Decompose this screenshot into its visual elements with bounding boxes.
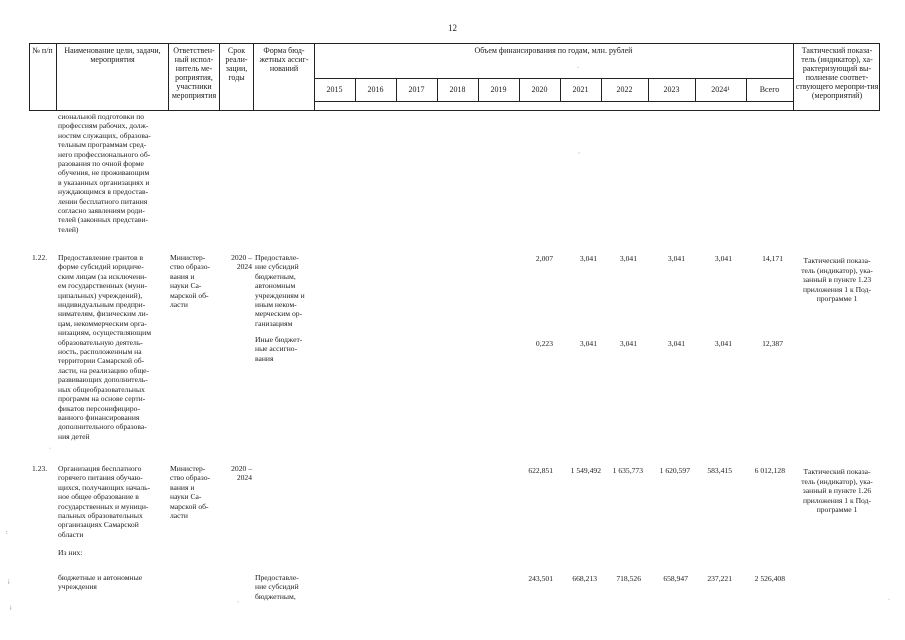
value-2023: 3,041 <box>667 254 685 263</box>
value-2024: 237,221 <box>707 574 732 583</box>
value-2021: 668,213 <box>572 574 597 583</box>
row-term: 2020 – 2024 <box>231 253 252 272</box>
sub-row-form: Предоставле- ние субсидий бюджетным, <box>255 573 299 601</box>
value-2021: 1 549,492 <box>570 466 601 475</box>
value-total: 12,387 <box>762 339 783 348</box>
year-2021: 2021 <box>572 85 589 94</box>
row-sub-label: Из них: <box>58 548 83 557</box>
year-2020: 2020 <box>531 85 548 94</box>
year-2016: 2016 <box>367 85 384 94</box>
value-2022: 3,041 <box>619 254 637 263</box>
value-2020: 0,223 <box>535 339 553 348</box>
row-indicator: Тактический показа- тель (индикатор), ука- занный в пункте 1.26 приложения 1 к Под- программе 1 <box>801 467 873 515</box>
year-2017: 2017 <box>408 85 425 94</box>
header-col-funding: Объем финансирования по годам, млн. рублей <box>474 46 633 55</box>
scan-mark: : <box>6 530 8 536</box>
value-2020: 622,851 <box>528 466 553 475</box>
scan-mark: ˏ <box>237 597 239 603</box>
value-2023: 3,041 <box>667 339 685 348</box>
value-total: 6 012,128 <box>754 466 785 475</box>
row-name: Предоставление грантов в форме субсидий юридиче- ским лицам (за исключени- ем государственных (муни- ципальных) учреждений), индивидуальным предпри- нимателям, физическим ли- цам, некоммерческим орга- низациям, осуществляющим образовательную деятель- ность, расположенным на территории Самарской об- ласти, на реализацию обще- развивающих дополнитель- ных общеобразовательных программ на основе серти- фикатов персонифициро- ванного финансирования дополнительного образова- ния детей <box>58 253 152 441</box>
year-2023: 2023 <box>663 85 680 94</box>
scan-mark: · <box>49 446 51 452</box>
row-executor: Министер- ство образо- вания и науки Са- марской об- ласти <box>170 464 211 521</box>
year-total: Всего <box>759 85 780 94</box>
value-total: 2 526,408 <box>754 574 785 583</box>
row-number: 1.22. <box>32 253 48 262</box>
value-2024: 3,041 <box>714 254 732 263</box>
year-2019: 2019 <box>490 85 507 94</box>
row-form-subsidies: Предоставле- ние субсидий бюджетным, автономным учреждениям и иным неком- мерческим ор- ганизациям <box>255 253 305 328</box>
year-2024: 2024¹ <box>711 85 730 94</box>
value-2020: 2,007 <box>535 254 553 263</box>
scan-mark: ˊ <box>578 153 580 159</box>
value-total: 14,171 <box>762 254 783 263</box>
row-form-other: Иные бюджет- ные ассигно- вания <box>255 335 303 363</box>
value-2024: 583,415 <box>707 466 732 475</box>
row-number: 1.23. <box>32 464 48 473</box>
value-2023: 658,947 <box>663 574 688 583</box>
scan-mark: · <box>577 65 579 71</box>
value-2021: 3,041 <box>579 254 597 263</box>
value-2022: 718,526 <box>616 574 641 583</box>
header-col-form: Форма бюд-жетных ассиг-нований <box>259 46 309 73</box>
value-2022: 1 635,773 <box>612 466 643 475</box>
header-col-name: Наименование цели, задачи, мероприятия <box>64 46 161 64</box>
header-col-indicator: Тактический показа-тель (индикатор), ха-рактеризующий вы-полнение соответ-ствующего меропри-тия (мероприятий) <box>795 46 879 100</box>
sub-row-name: бюджетные и автономные учреждения <box>58 573 143 592</box>
row-executor: Министер- ство образо- вания и науки Са- марской об- ласти <box>170 253 211 310</box>
value-2023: 1 620,597 <box>659 466 690 475</box>
value-2024: 3,041 <box>714 339 732 348</box>
year-2022: 2022 <box>616 85 633 94</box>
header-col-executor: Ответствен-ный испол-нитель ме-роприятия, участники мероприятия <box>171 46 217 100</box>
continuation-text: сиональной подготовки по профессиям рабочих, долж- ностям служащих, образова- тельным программам сред- него профессионального об- разования по очной форме обучения, не проживающим в указанных организациях и нуждающимся в предостав- лении бесплатного питания согласно заявлениям роди- телей (законных представи- телей) <box>58 112 151 234</box>
value-2022: 3,041 <box>619 339 637 348</box>
row-indicator: Тактический показа- тель (индикатор), ука- занный в пункте 1.23 приложения 1 к Под- программе 1 <box>801 256 873 304</box>
scan-mark: ⁞ <box>10 606 12 612</box>
value-2020: 243,501 <box>528 574 553 583</box>
year-2015: 2015 <box>326 85 343 94</box>
row-term: 2020 – 2024 <box>231 464 252 483</box>
year-2018: 2018 <box>449 85 466 94</box>
scan-mark: ⁞ <box>8 580 10 586</box>
value-2021: 3,041 <box>579 339 597 348</box>
row-name: Организация бесплатного горячего питания обучаю- щихся, получающих началь- ное общее образование в государственных и муници- пальных образовательных организациях Самарской области <box>58 464 151 539</box>
header-col-term: Срок реали-зации, годы <box>225 46 248 82</box>
header-col-number: № п/п <box>32 46 53 55</box>
page-number: 12 <box>448 23 457 33</box>
scan-mark: · <box>888 597 890 603</box>
